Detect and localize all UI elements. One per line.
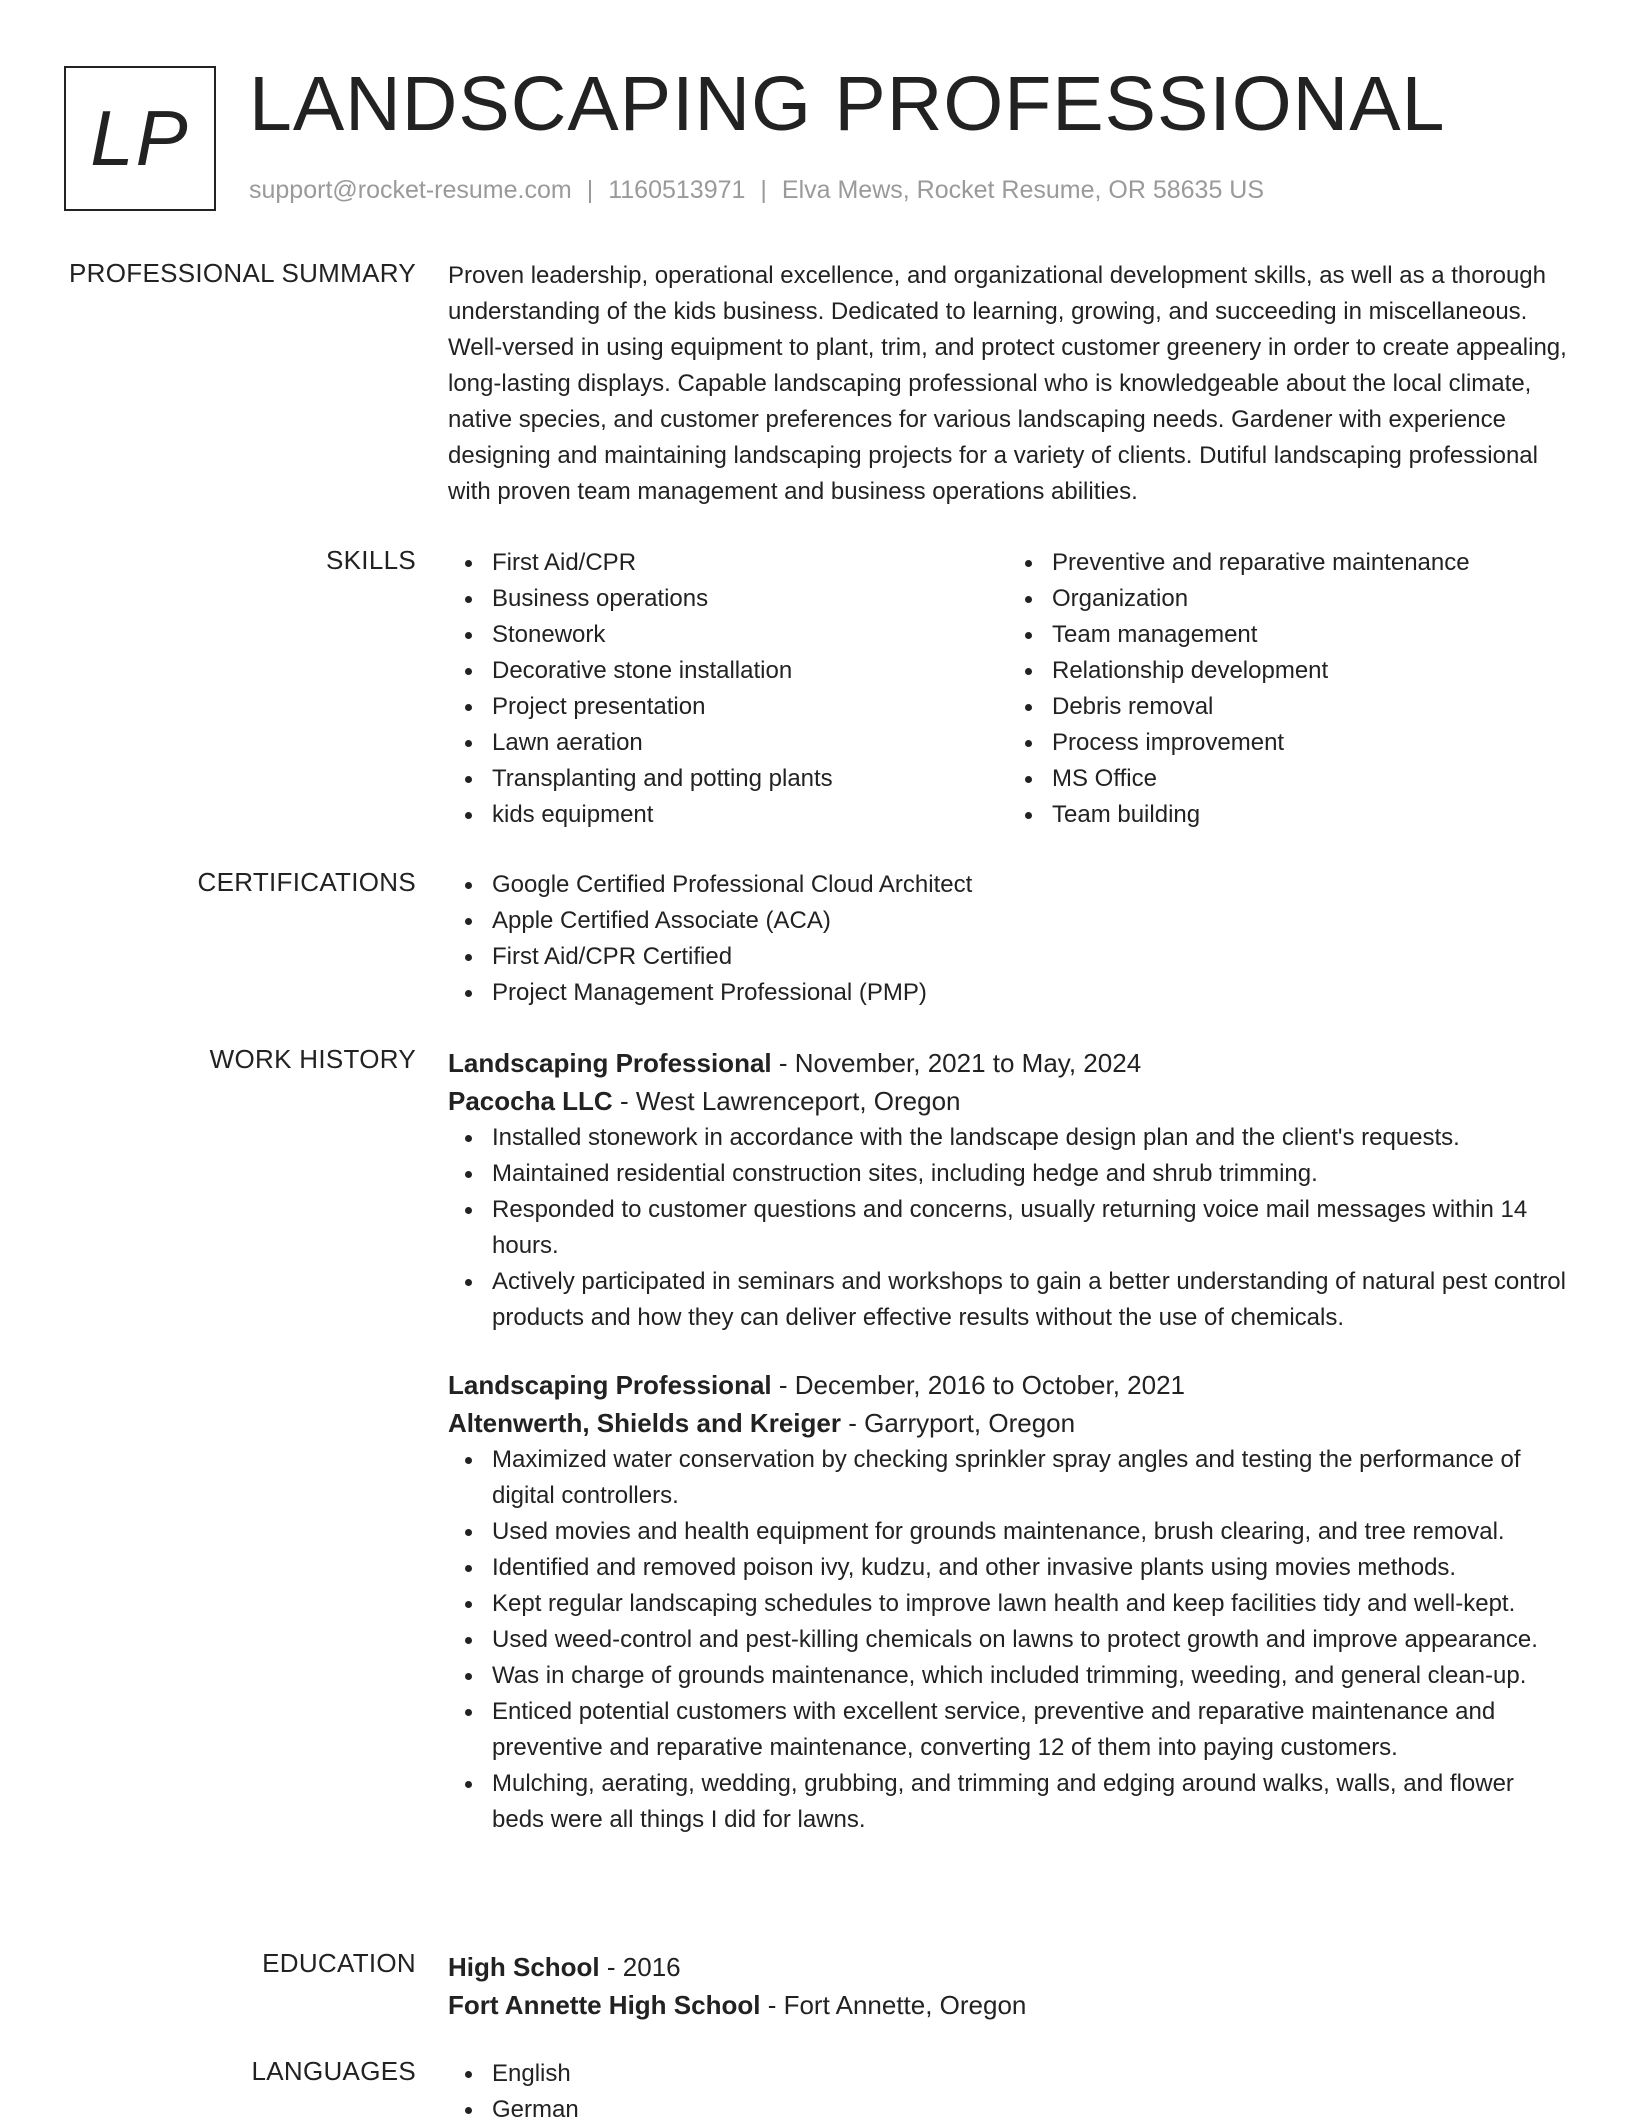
job-role: Landscaping Professional <box>448 1370 772 1400</box>
contact-phone[interactable]: 1160513971 <box>608 176 746 204</box>
job-location: - West Lawrenceport, Oregon <box>619 1086 961 1116</box>
contact-line <box>249 176 1264 205</box>
skill-item: Process improvement <box>1052 725 1568 761</box>
section-title-education: EDUCATION <box>262 1948 416 1978</box>
language-item: German <box>492 2092 1568 2128</box>
resume-header <box>64 61 1568 212</box>
job-bullet: Responded to customer questions and concerns, usually returning voice mail messages within 14 hours. <box>492 1192 1568 1264</box>
skill-item: Stonework <box>492 617 1008 653</box>
job-bullet: Installed stonework in accordance with the landscape design plan and the client's requests. <box>492 1120 1568 1156</box>
job-entry <box>448 1044 1568 1336</box>
skill-item: Team building <box>1052 797 1568 833</box>
skill-item: Transplanting and potting plants <box>492 761 1008 797</box>
education-school-line <box>448 1986 1568 2024</box>
job-bullet: Used weed-control and pest-killing chemicals on lawns to protect growth and improve appearance. <box>492 1622 1568 1658</box>
skill-item: Decorative stone installation <box>492 653 1008 689</box>
contact-separator: | <box>586 176 594 204</box>
contact-separator: | <box>760 176 767 204</box>
skill-item: Organization <box>1052 581 1568 617</box>
job-dates: - November, 2021 to May, 2024 <box>778 1048 1142 1078</box>
education-degree-line <box>448 1948 1568 1986</box>
skill-item: Business operations <box>492 581 1008 617</box>
summary-text: Proven leadership, operational excellence, and organizational development skills, as well as a thorough understanding of the kids business. Dedicated to learning, growing, and succeeding in miscellaneous. Well-versed in using equipment to plant, trim, and protect customer greenery in order to create appealing, long-lasting displays. Capable landscaping professional who is knowledgeable about the local climate, native species, and customer preferences for various landscaping needs. Gardener with experience designing and maintaining landscaping projects for a variety of clients. Dutiful landscaping professional with proven team management and business operations abilities. <box>448 262 1567 505</box>
job-company-line <box>448 1404 1568 1442</box>
skill-item: Team management <box>1052 617 1568 653</box>
contact-address: Elva Mews, Rocket Resume, OR 58635 US <box>781 176 1265 204</box>
skills-list-right <box>1008 545 1568 833</box>
job-bullet: Identified and removed poison ivy, kudzu, and other invasive plants using movies methods. <box>492 1550 1568 1586</box>
language-item: English <box>492 2056 1568 2092</box>
certification-item: Apple Certified Associate (ACA) <box>492 903 1568 939</box>
section-title-languages: LANGUAGES <box>251 2056 416 2086</box>
job-entry <box>448 1366 1568 1838</box>
job-bullet: Was in charge of grounds maintenance, which included trimming, weeding, and general clean-up. <box>492 1658 1568 1694</box>
certification-item: Google Certified Professional Cloud Architect <box>492 867 1568 903</box>
skill-item: kids equipment <box>492 797 1008 833</box>
job-company: Altenwerth, Shields and Kreiger <box>448 1408 841 1438</box>
job-bullet: Enticed potential customers with excellent service, preventive and reparative maintenance and preventive and reparative maintenance, converting 12 of them into paying customers. <box>492 1694 1568 1766</box>
skill-item: Preventive and reparative maintenance <box>1052 545 1568 581</box>
certification-item: First Aid/CPR Certified <box>492 939 1568 975</box>
job-bullet: Kept regular landscaping schedules to improve lawn health and keep facilities tidy and well-kept. <box>492 1586 1568 1622</box>
job-bullet: Actively participated in seminars and workshops to gain a better understanding of natural pest control products and how they can deliver effective results without the use of chemicals. <box>492 1264 1568 1336</box>
job-bullet: Used movies and health equipment for grounds maintenance, brush clearing, and tree removal. <box>492 1514 1568 1550</box>
job-role-line <box>448 1366 1568 1404</box>
certification-item: Project Management Professional (PMP) <box>492 975 1568 1011</box>
education-location: - Fort Annette, Oregon <box>767 1990 1027 2020</box>
job-bullet: Maximized water conservation by checking sprinkler spray angles and testing the performance of digital controllers. <box>492 1442 1568 1514</box>
job-role-line <box>448 1044 1568 1082</box>
section-title-skills: SKILLS <box>326 545 416 575</box>
section-title-summary: PROFESSIONAL SUMMARY <box>69 258 416 288</box>
certifications-list <box>448 867 1568 1011</box>
page-title: LANDSCAPING PROFESSIONAL <box>249 61 1446 147</box>
section-title-work-history: WORK HISTORY <box>209 1044 416 1074</box>
skill-item: Lawn aeration <box>492 725 1008 761</box>
skill-item: Project presentation <box>492 689 1008 725</box>
skill-item: MS Office <box>1052 761 1568 797</box>
languages-list <box>448 2056 1568 2128</box>
job-company: Pacocha LLC <box>448 1086 613 1116</box>
education-year: - 2016 <box>606 1952 681 1982</box>
section-title-certifications: CERTIFICATIONS <box>197 867 416 897</box>
contact-email[interactable]: support@rocket-resume.com <box>249 176 572 204</box>
monogram-logo: LP <box>64 66 216 211</box>
skill-item: Debris removal <box>1052 689 1568 725</box>
job-bullet: Mulching, aerating, wedding, grubbing, and trimming and edging around walks, walls, and flower beds were all things I did for lawns. <box>492 1766 1568 1838</box>
job-bullets <box>448 1120 1568 1336</box>
job-role: Landscaping Professional <box>448 1048 772 1078</box>
job-dates: - December, 2016 to October, 2021 <box>778 1370 1186 1400</box>
skills-list-left <box>448 545 1008 833</box>
job-company-line <box>448 1082 1568 1120</box>
education-school: Fort Annette High School <box>448 1990 761 2020</box>
skill-item: First Aid/CPR <box>492 545 1008 581</box>
skill-item: Relationship development <box>1052 653 1568 689</box>
job-bullets <box>448 1442 1568 1838</box>
job-location: - Garryport, Oregon <box>848 1408 1076 1438</box>
job-bullet: Maintained residential construction sites, including hedge and shrub trimming. <box>492 1156 1568 1192</box>
education-degree: High School <box>448 1952 600 1982</box>
